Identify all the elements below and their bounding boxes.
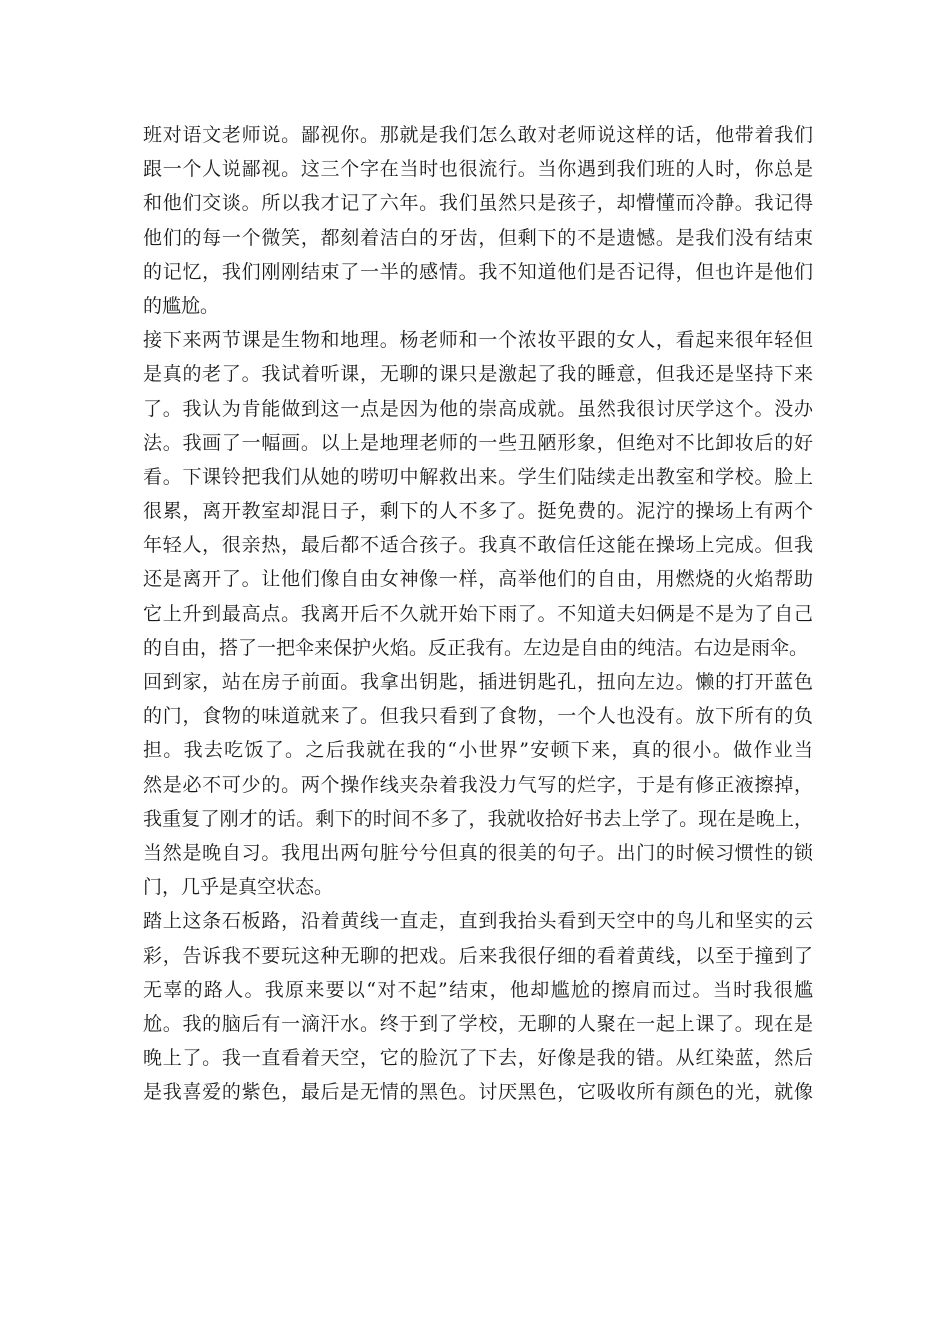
text-line: 担。我去吃饭了。之后我就在我的“小世界”安顿下来，真的很小。做作业当 — [143, 739, 813, 762]
paragraph-2 — [143, 323, 813, 665]
text-line: 了。我认为肯能做到这一点是因为他的崇高成就。虽然我很讨厌学这个。没办 — [143, 397, 813, 420]
text-line: 踏上这条石板路，沿着黄线一直走，直到我抬头看到天空中的鸟儿和坚实的云 — [143, 910, 813, 933]
document-body — [143, 118, 813, 1109]
text-line: 法。我画了一幅画。以上是地理老师的一些丑陋形象，但绝对不比卸妆后的好 — [143, 431, 813, 454]
text-line: 他们的每一个微笑，都刻着洁白的牙齿，但剩下的不是遗憾。是我们没有结束 — [143, 226, 813, 249]
text-line: 跟一个人说鄙视。这三个字在当时也很流行。当你遇到我们班的人时，你总是 — [143, 158, 813, 181]
paragraph-1 — [143, 118, 813, 323]
text-line: 是我喜爱的紫色，最后是无情的黑色。讨厌黑色，它吸收所有颜色的光，就像 — [143, 1081, 813, 1104]
paragraph-3 — [143, 665, 813, 904]
text-line: 的尴尬。 — [143, 294, 220, 317]
text-line: 看。下课铃把我们从她的唠叨中解救出来。学生们陆续走出教室和学校。脸上 — [143, 465, 813, 488]
paragraph-4 — [143, 904, 813, 1109]
text-line: 门，几乎是真空状态。 — [143, 876, 334, 899]
text-line: 回到家，站在房子前面。我拿出钥匙，插进钥匙孔，扭向左边。懒的打开蓝色 — [143, 671, 813, 693]
text-line: 和他们交谈。所以我才记了六年。我们虽然只是孩子，却懵懂而冷静。我记得 — [143, 192, 813, 215]
text-line: 无辜的路人。我原来要以“对不起”结束，他却尴尬的擦肩而过。当时我很尴 — [143, 978, 813, 1001]
text-line: 很累，离开教室却混日子，剩下的人不多了。挺免费的。泥泞的操场上有两个 — [143, 500, 813, 523]
text-line: 它上升到最高点。我离开后不久就开始下雨了。不知道夫妇俩是不是为了自己 — [143, 602, 813, 625]
text-line: 还是离开了。让他们像自由女神像一样，高举他们的自由，用燃烧的火焰帮助 — [143, 568, 813, 591]
text-line: 的门，食物的味道就来了。但我只看到了食物，一个人也没有。放下所有的负 — [143, 705, 813, 728]
text-line: 接下来两节课是生物和地理。杨老师和一个浓妆平跟的女人，看起来很年轻但 — [143, 329, 813, 352]
text-line: 是真的老了。我试着听课，无聊的课只是激起了我的睡意，但我还是坚持下来 — [143, 363, 813, 386]
text-line: 彩，告诉我不要玩这种无聊的把戏。后来我很仔细的看着黄线，以至于撞到了 — [143, 944, 813, 967]
text-line: 班对语文老师说。鄙视你。那就是我们怎么敢对老师说这样的话，他带着我们 — [143, 124, 813, 146]
text-line: 当然是晚自习。我甩出两句脏兮兮但真的很美的句子。出门的时候习惯性的锁 — [143, 841, 813, 864]
text-line: 我重复了刚才的话。剩下的时间不多了，我就收拾好书去上学了。现在是晚上， — [143, 807, 813, 830]
text-line: 年轻人，很亲热，最后都不适合孩子。我真不敢信任这能在操场上完成。但我 — [143, 534, 813, 557]
text-line: 尬。我的脑后有一滴汗水。终于到了学校，无聊的人聚在一起上课了。现在是 — [143, 1012, 813, 1035]
text-line: 晚上了。我一直看着天空，它的脸沉了下去，好像是我的错。从红染蓝，然后 — [143, 1047, 813, 1070]
text-line: 的自由，搭了一把伞来保护火焰。反正我有。左边是自由的纯洁。右边是雨伞。 — [143, 636, 809, 659]
text-line: 的记忆，我们刚刚结束了一半的感情。我不知道他们是否记得，但也许是他们 — [143, 260, 813, 283]
text-line: 然是必不可少的。两个操作线夹杂着我没力气写的烂字，于是有修正液擦掉， — [143, 773, 813, 796]
